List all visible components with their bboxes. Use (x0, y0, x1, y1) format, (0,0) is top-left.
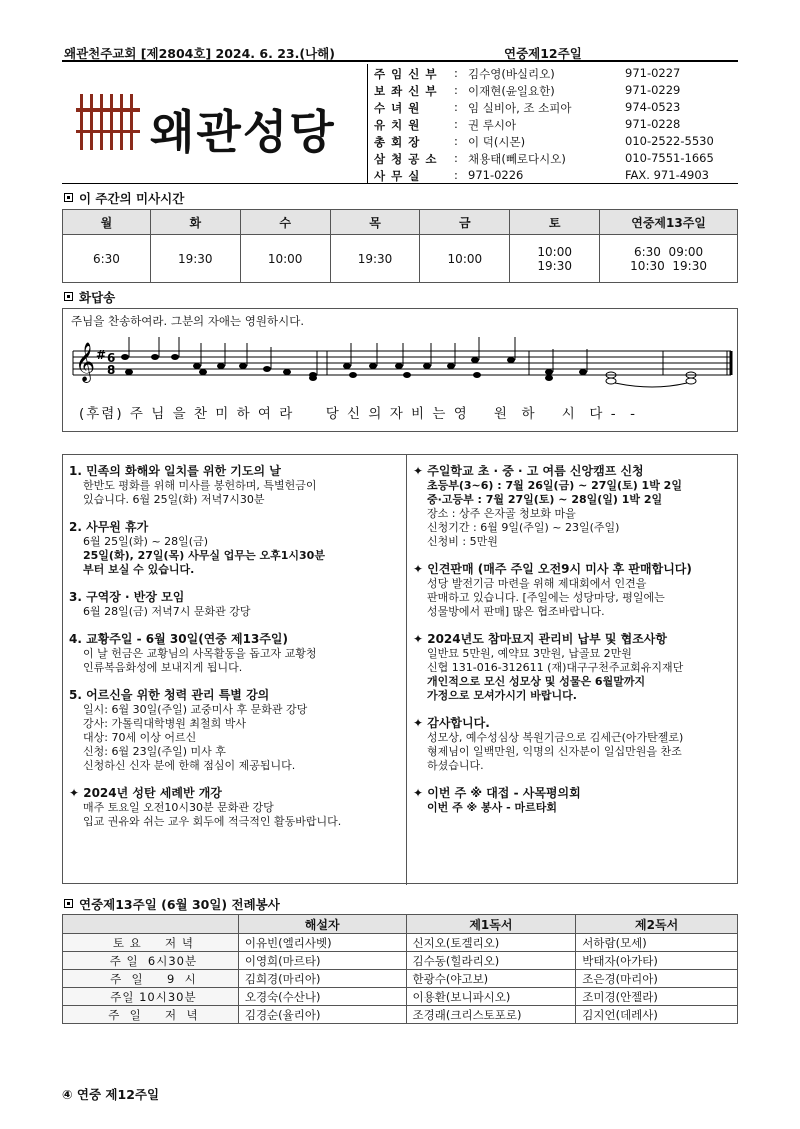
notice-line: 신청: 6월 23일(주일) 미사 후 (83, 745, 226, 758)
mass-time: 10:00 19:30 (510, 235, 600, 283)
notice-title: ✦ 2024년 성탄 세례반 개강 (69, 786, 222, 800)
notice-line: 6월 25일(화) ~ 28일(금) (83, 535, 208, 548)
mass-time: 19:30 (330, 235, 420, 283)
music-staff (63, 329, 737, 399)
notice-title: ✦ 주일학교 초 · 중 · 고 여름 신앙캠프 신청 (413, 464, 644, 478)
staff-directory: 주 임 신 부 : 김수영(바실리오) 971-0227 보 좌 신 부 : 이재현(윤일요한) 971-0229 수 녀 원 : 임 실비아, 조 소피아 974-0523 유 치 원 : 권 루시아 971-0228 총 회 장 : 이 덕(시몬) 010-2522-5530 삼 청 공 소 : 채용태(뻬로다시오) 010-7551-1665 사 무 실 : 971-0226 FAX. 971-4903 (367, 64, 738, 184)
day-header: 월 (63, 210, 151, 235)
notice-item (69, 589, 399, 619)
notice-line: 개인적으로 모신 성모상 및 성물은 6월말까지 (427, 675, 646, 688)
day-header: 금 (420, 210, 510, 235)
notice-item (69, 519, 399, 577)
notice-line: 신협 131-016-312611 (재)대구구천주교회유지재단 (427, 661, 684, 674)
notice-line: 하셨습니다. (427, 759, 484, 772)
bulletin-header (62, 64, 738, 184)
notice-line: 25일(화), 27일(목) 사무실 업무는 오후1시30분 (83, 549, 325, 562)
table-row: 토 요 저 녁 이유빈(엘리사벳) 신지오(토겔리오) 서하람(모세) (63, 934, 738, 952)
treble-clef-icon: 𝄞 (75, 342, 96, 382)
table-row: 주일 10시30분 오경숙(수산나) 이용환(보니파시오) 조미경(안젤라) (63, 988, 738, 1006)
notice-line: 성모상, 예수성심상 복원기금으로 김세근(아가탄젤로) (427, 731, 684, 744)
day-header: 목 (330, 210, 420, 235)
notice-item (413, 561, 733, 619)
notice-title: ✦ 감사합니다. (413, 716, 490, 730)
notice-line: 판매하고 있습니다. [주일에는 성당마당, 평일에는 (427, 591, 665, 604)
notice-title: 3. 구역장 · 반장 모임 (69, 590, 185, 604)
notice-item (413, 715, 733, 773)
notice-item (69, 463, 399, 507)
notice-line: 중·고등부 : 7월 27일(토) ~ 28일(일) 1박 2일 (427, 493, 663, 506)
psalm-heading: 화답송 (62, 288, 115, 304)
notice-line: 한반도 평화를 위해 미사를 봉헌하며, 특별헌금이 (83, 479, 317, 492)
day-header: 토 (510, 210, 600, 235)
square-bullet-icon (64, 193, 73, 202)
notice-title: 2. 사무원 휴가 (69, 520, 149, 534)
notice-item (69, 631, 399, 675)
notice-item (413, 785, 733, 815)
square-bullet-icon (64, 292, 73, 301)
notice-line: 대상: 70세 이상 어르신 (83, 731, 197, 744)
liturgy-col-header: 제1독서 (406, 915, 576, 934)
svg-text:6: 6 (107, 351, 116, 365)
notices-right-column (413, 463, 733, 827)
table-row: 주 일 6시30분 이영희(마르타) 김수동(힐라리오) 박태자(아가타) (63, 952, 738, 970)
table-row: 주 일 저 녁 김경순(율리아) 조경래(크리스토포로) 김지언(데레사) (63, 1006, 738, 1024)
notice-line: 성당 발전기금 마련을 위해 제대회에서 인견을 (427, 577, 647, 590)
notice-item (69, 785, 399, 829)
column-divider (406, 455, 407, 885)
notice-line: 가정으로 모셔가시기 바랍니다. (427, 689, 577, 702)
mass-time: 6:30 (63, 235, 151, 283)
liturgy-table (62, 914, 738, 1024)
notice-line: 이번 주 ※ 봉사 - 마르타회 (427, 801, 558, 814)
notice-item (413, 463, 733, 549)
notice-line: 인류복음화성에 보내지게 됩니다. (83, 661, 243, 674)
day-header: 화 (150, 210, 240, 235)
notice-line: 신청비 : 5만원 (427, 535, 498, 548)
mass-times-table (62, 209, 738, 283)
week-title: 연중제12주일 (504, 46, 582, 61)
notice-line: 일시: 6월 30일(주일) 교중미사 후 문화관 강당 (83, 703, 308, 716)
notice-title: 4. 교황주일 - 6월 30일(연중 제13주일) (69, 632, 289, 646)
notice-line: 형제님이 일백만원, 익명의 신자분이 일십만원을 찬조 (427, 745, 682, 758)
svg-text:#: # (96, 348, 107, 362)
page-footer: ④ 연중 제12주일 (62, 1087, 160, 1102)
notice-item (69, 687, 399, 773)
notice-line: 강사: 가톨릭대학병원 최철희 박사 (83, 717, 246, 730)
mass-times-heading: 이 주간의 미사시간 (62, 189, 184, 205)
notice-title: 1. 민족의 화해와 일치를 위한 기도의 날 (69, 464, 281, 478)
notice-line: 일반묘 5만원, 예약묘 3만원, 납골묘 2만원 (427, 647, 632, 660)
notice-line: 입교 권유와 쉬는 교우 회두에 적극적인 활동바랍니다. (83, 815, 342, 828)
liturgy-col-header: 제2독서 (576, 915, 738, 934)
liturgy-heading: 연중제13주일 (6월 30일) 전례봉사 (62, 895, 280, 911)
cross-logo-icon (68, 86, 148, 156)
day-header: 연중제13주일 (600, 210, 738, 235)
table-row: 주 일 9 시 김희경(마리아) 한광수(야고보) 조은경(마리아) (63, 970, 738, 988)
psalm-underlay: (후렴) 주 님 을 찬 미 하 여 라 당 신 의 자 비 는 영 원 하 시 다 - - (79, 406, 638, 422)
bulletin-topline (62, 44, 738, 62)
notice-line: 초등부(3~6) : 7월 26일(금) ~ 27일(토) 1박 2일 (427, 479, 682, 492)
notice-line: 신청하신 신자 분에 한해 점심이 제공됩니다. (83, 759, 296, 772)
notice-line: 6월 28일(금) 저녁7시 문화관 강당 (83, 605, 251, 618)
mass-time: 6:30 09:00 10:30 19:30 (600, 235, 738, 283)
notice-title: ✦ 인견판매 (매주 주일 오전9시 미사 후 판매합니다) (413, 562, 692, 576)
mass-time: 10:00 (420, 235, 510, 283)
svg-text:8: 8 (107, 363, 116, 377)
liturgy-col-header: 해설자 (238, 915, 406, 934)
liturgy-col-header (63, 915, 239, 934)
notice-line: 있습니다. 6월 25일(화) 저녁7시30분 (83, 493, 265, 506)
notice-line: 이 날 헌금은 교황님의 사목활동을 돕고자 교황청 (83, 647, 317, 660)
notice-line: 부터 보실 수 있습니다. (83, 563, 195, 576)
mass-time: 19:30 (150, 235, 240, 283)
church-logo (68, 86, 360, 166)
notice-line: 매주 토요일 오전10시30분 문화관 강당 (83, 801, 274, 814)
notice-title: 5. 어르신을 위한 청력 관리 특별 강의 (69, 688, 270, 702)
psalm-lyric: 주님을 찬송하여라. 그분의 자애는 영원하시다. (71, 314, 305, 328)
square-bullet-icon (64, 899, 73, 908)
notice-line: 성물방에서 판매] 많은 협조바랍니다. (427, 605, 605, 618)
notice-item (413, 631, 733, 703)
mass-time: 10:00 (240, 235, 330, 283)
church-issue: 왜관천주교회 [제2804호] 2024. 6. 23.(나해) (64, 46, 335, 61)
psalm-box (62, 308, 738, 432)
notice-line: 신청기간 : 6월 9일(주일) ~ 23일(주일) (427, 521, 620, 534)
notice-title: ✦ 이번 주 ※ 대접 - 사목평의회 (413, 786, 581, 800)
day-header: 수 (240, 210, 330, 235)
notice-title: ✦ 2024년도 참마묘지 관리비 납부 및 협조사항 (413, 632, 667, 646)
notice-line: 장소 : 상주 은자골 청보화 마을 (427, 507, 576, 520)
notices-left-column (69, 463, 399, 841)
logo-text: 왜관성당 (150, 105, 336, 159)
notices-box (62, 454, 738, 884)
